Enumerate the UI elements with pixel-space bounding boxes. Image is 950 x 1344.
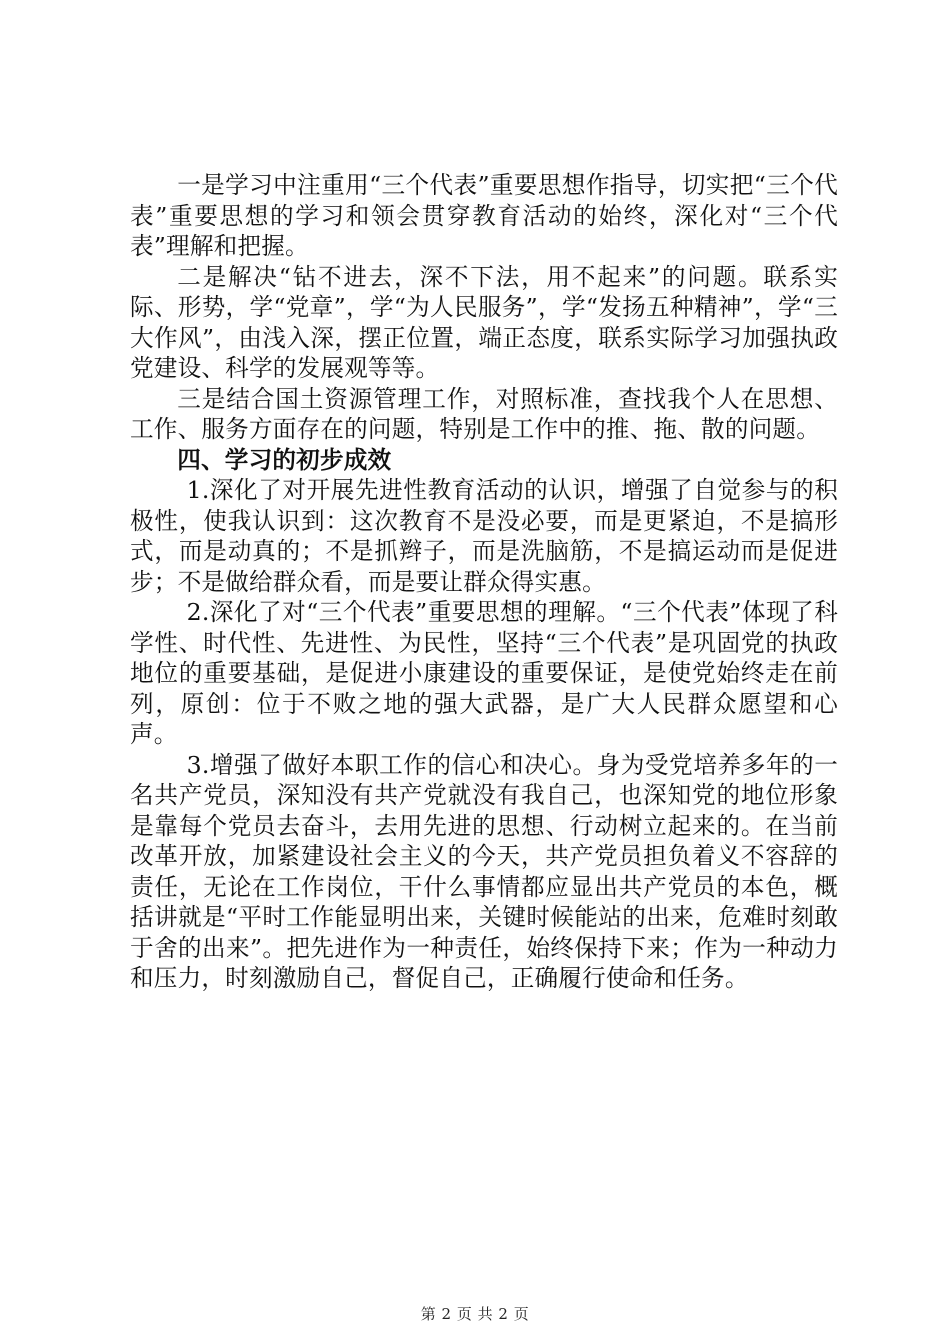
document-body	[130, 170, 838, 994]
numbered-item-2: 2.深化了对“三个代表”重要思想的理解。“三个代表”体现了科学性、时代性、先进性、为民性，坚持“三个代表”是巩固党的执政地位的重要基础，是促进小康建设的重要保证，是使党始终走在前列，原创：位于不败之地的强大武器，是广大人民群众愿望和心声。	[130, 598, 838, 748]
paragraph-land-resources: 三是结合国土资源管理工作，对照标准，查找我个人在思想、工作、服务方面存在的问题，特别是工作中的推、拖、散的问题。	[130, 384, 838, 443]
paragraph-study-guidance: 一是学习中注重用“三个代表”重要思想作指导，切实把“三个代表”重要思想的学习和领会贯穿教育活动的始终，深化对“三个代表”理解和把握。	[130, 171, 838, 260]
numbered-item-3: 3.增强了做好本职工作的信心和决心。身为受党培养多年的一名共产党员，深知没有共产党就没有我自己，也深知党的地位形象是靠每个党员去奋斗，去用先进的思想、行动树立起来的。在当前改革开放，加紧建设社会主义的今天，共产党员担负着义不容辞的责任，无论在工作岗位，干什么事情都应显出共产党员的本色，概括讲就是“平时工作能显明出来，关键时候能站的出来，危难时刻敢于舍的出来”。把先进作为一种责任，始终保持下来；作为一种动力和压力，时刻激励自己，督促自己，正确履行使命和任务。	[130, 750, 838, 992]
numbered-item-1: 1.深化了对开展先进性教育活动的认识，增强了自觉参与的积极性，使我认识到：这次教育不是没必要，而是更紧迫，不是搞形式，而是动真的；不是抓辫子，而是洗脑筋，不是搞运动而是促进步；不是做给群众看，而是要让群众得实惠。	[130, 476, 838, 596]
paragraph-solve-problems: 二是解决“钻不进去，深不下法，用不起来”的问题。联系实际、形势，学“党章”，学“为人民服务”，学“发扬五种精神”，学“三大作风”，由浅入深，摆正位置，端正态度，联系实际学习加强执政党建设、科学的发展观等等。	[130, 262, 838, 382]
page-footer: 第 2 页 共 2 页	[420, 1305, 530, 1323]
section-heading: 四、学习的初步成效	[177, 445, 392, 474]
